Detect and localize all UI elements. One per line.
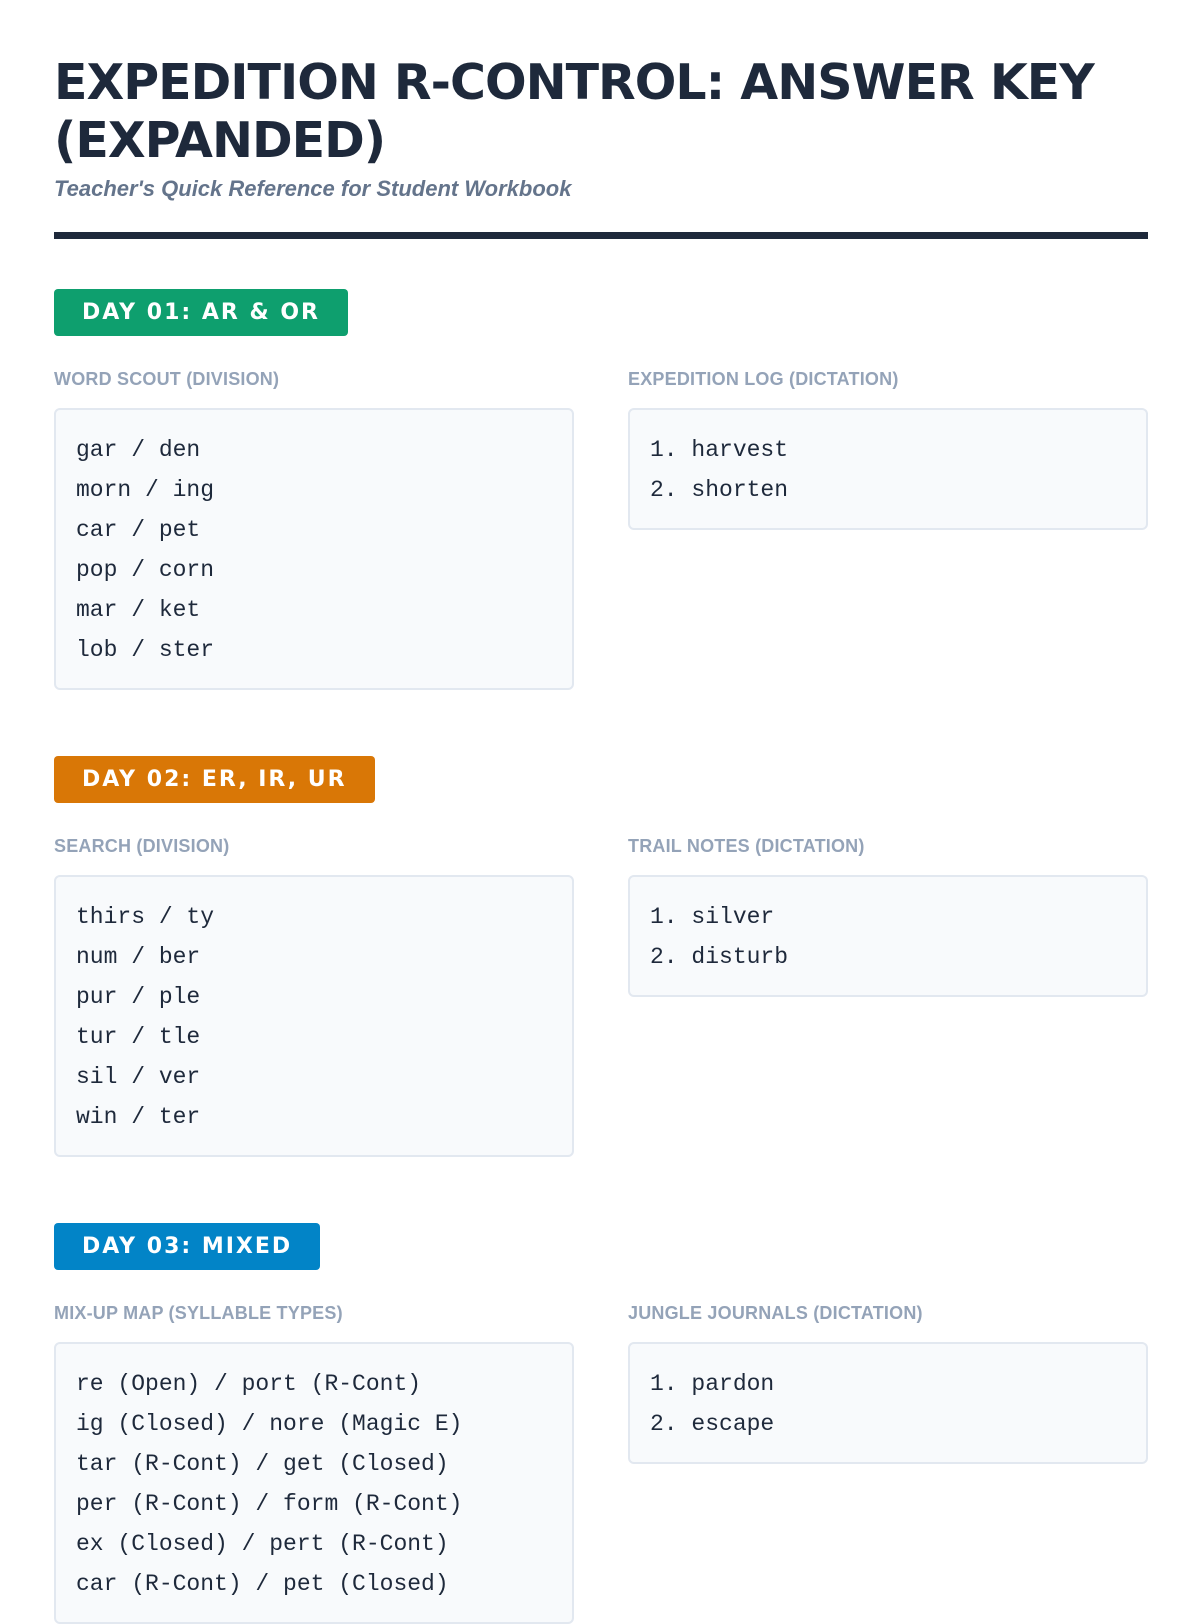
section-label: SEARCH (DIVISION) — [54, 836, 230, 856]
day-columns — [54, 833, 1148, 1157]
answer-box — [628, 408, 1148, 530]
jungle-journals-column — [628, 1300, 1148, 1624]
answer-line: car (R-Cont) / pet (Closed) — [76, 1571, 449, 1597]
answer-key-page — [54, 0, 1148, 1624]
answer-box — [54, 408, 574, 690]
day-badge: DAY 03: MIXED — [54, 1223, 320, 1270]
answer-line: per (R-Cont) / form (R-Cont) — [76, 1491, 463, 1517]
answer-line: re (Open) / port (R-Cont) — [76, 1371, 422, 1397]
answer-line: ex (Closed) / pert (R-Cont) — [76, 1531, 449, 1557]
answer-box — [628, 875, 1148, 997]
answer-box — [628, 1342, 1148, 1464]
answer-line: morn / ing — [76, 477, 215, 503]
section-label: WORD SCOUT (DIVISION) — [54, 369, 280, 389]
answer-line: 1. silver — [650, 904, 775, 930]
day-section-02 — [54, 756, 1148, 1157]
word-scout-column — [54, 366, 574, 690]
section-label: EXPEDITION LOG (DICTATION) — [628, 369, 899, 389]
search-column — [54, 833, 574, 1157]
answer-line: pop / corn — [76, 557, 215, 583]
answer-box — [54, 1342, 574, 1624]
section-label: MIX-UP MAP (SYLLABLE TYPES) — [54, 1303, 343, 1323]
day-columns — [54, 1300, 1148, 1624]
page-subtitle: Teacher's Quick Reference for Student Workbook — [54, 176, 572, 201]
answer-line: gar / den — [76, 437, 201, 463]
answer-line: lob / ster — [76, 637, 215, 663]
answer-line: mar / ket — [76, 597, 201, 623]
day-badge: DAY 02: ER, IR, UR — [54, 756, 375, 803]
answer-line: tar (R-Cont) / get (Closed) — [76, 1451, 449, 1477]
expedition-log-column — [628, 366, 1148, 690]
answer-line: 2. escape — [650, 1411, 775, 1437]
answer-box — [54, 875, 574, 1157]
answer-line: 1. harvest — [650, 437, 789, 463]
trail-notes-column — [628, 833, 1148, 1157]
day-badge: DAY 01: AR & OR — [54, 289, 348, 336]
answer-line: win / ter — [76, 1104, 201, 1130]
answer-line: car / pet — [76, 517, 201, 543]
day-section-03 — [54, 1223, 1148, 1624]
section-label: TRAIL NOTES (DICTATION) — [628, 836, 865, 856]
answer-line: 2. disturb — [650, 944, 789, 970]
answer-line: thirs / ty — [76, 904, 215, 930]
day-columns — [54, 366, 1148, 690]
answer-line: sil / ver — [76, 1064, 201, 1090]
header-divider — [54, 232, 1148, 239]
section-label: JUNGLE JOURNALS (DICTATION) — [628, 1303, 923, 1323]
answer-line: ig (Closed) / nore (Magic E) — [76, 1411, 463, 1437]
answer-line: num / ber — [76, 944, 201, 970]
day-section-01 — [54, 289, 1148, 690]
page-title: EXPEDITION R-CONTROL: ANSWER KEY (EXPANDED) — [54, 54, 1094, 169]
answer-line: tur / tle — [76, 1024, 201, 1050]
mix-up-map-column — [54, 1300, 574, 1624]
answer-line: 1. pardon — [650, 1371, 775, 1397]
answer-line: pur / ple — [76, 984, 201, 1010]
answer-line: 2. shorten — [650, 477, 789, 503]
